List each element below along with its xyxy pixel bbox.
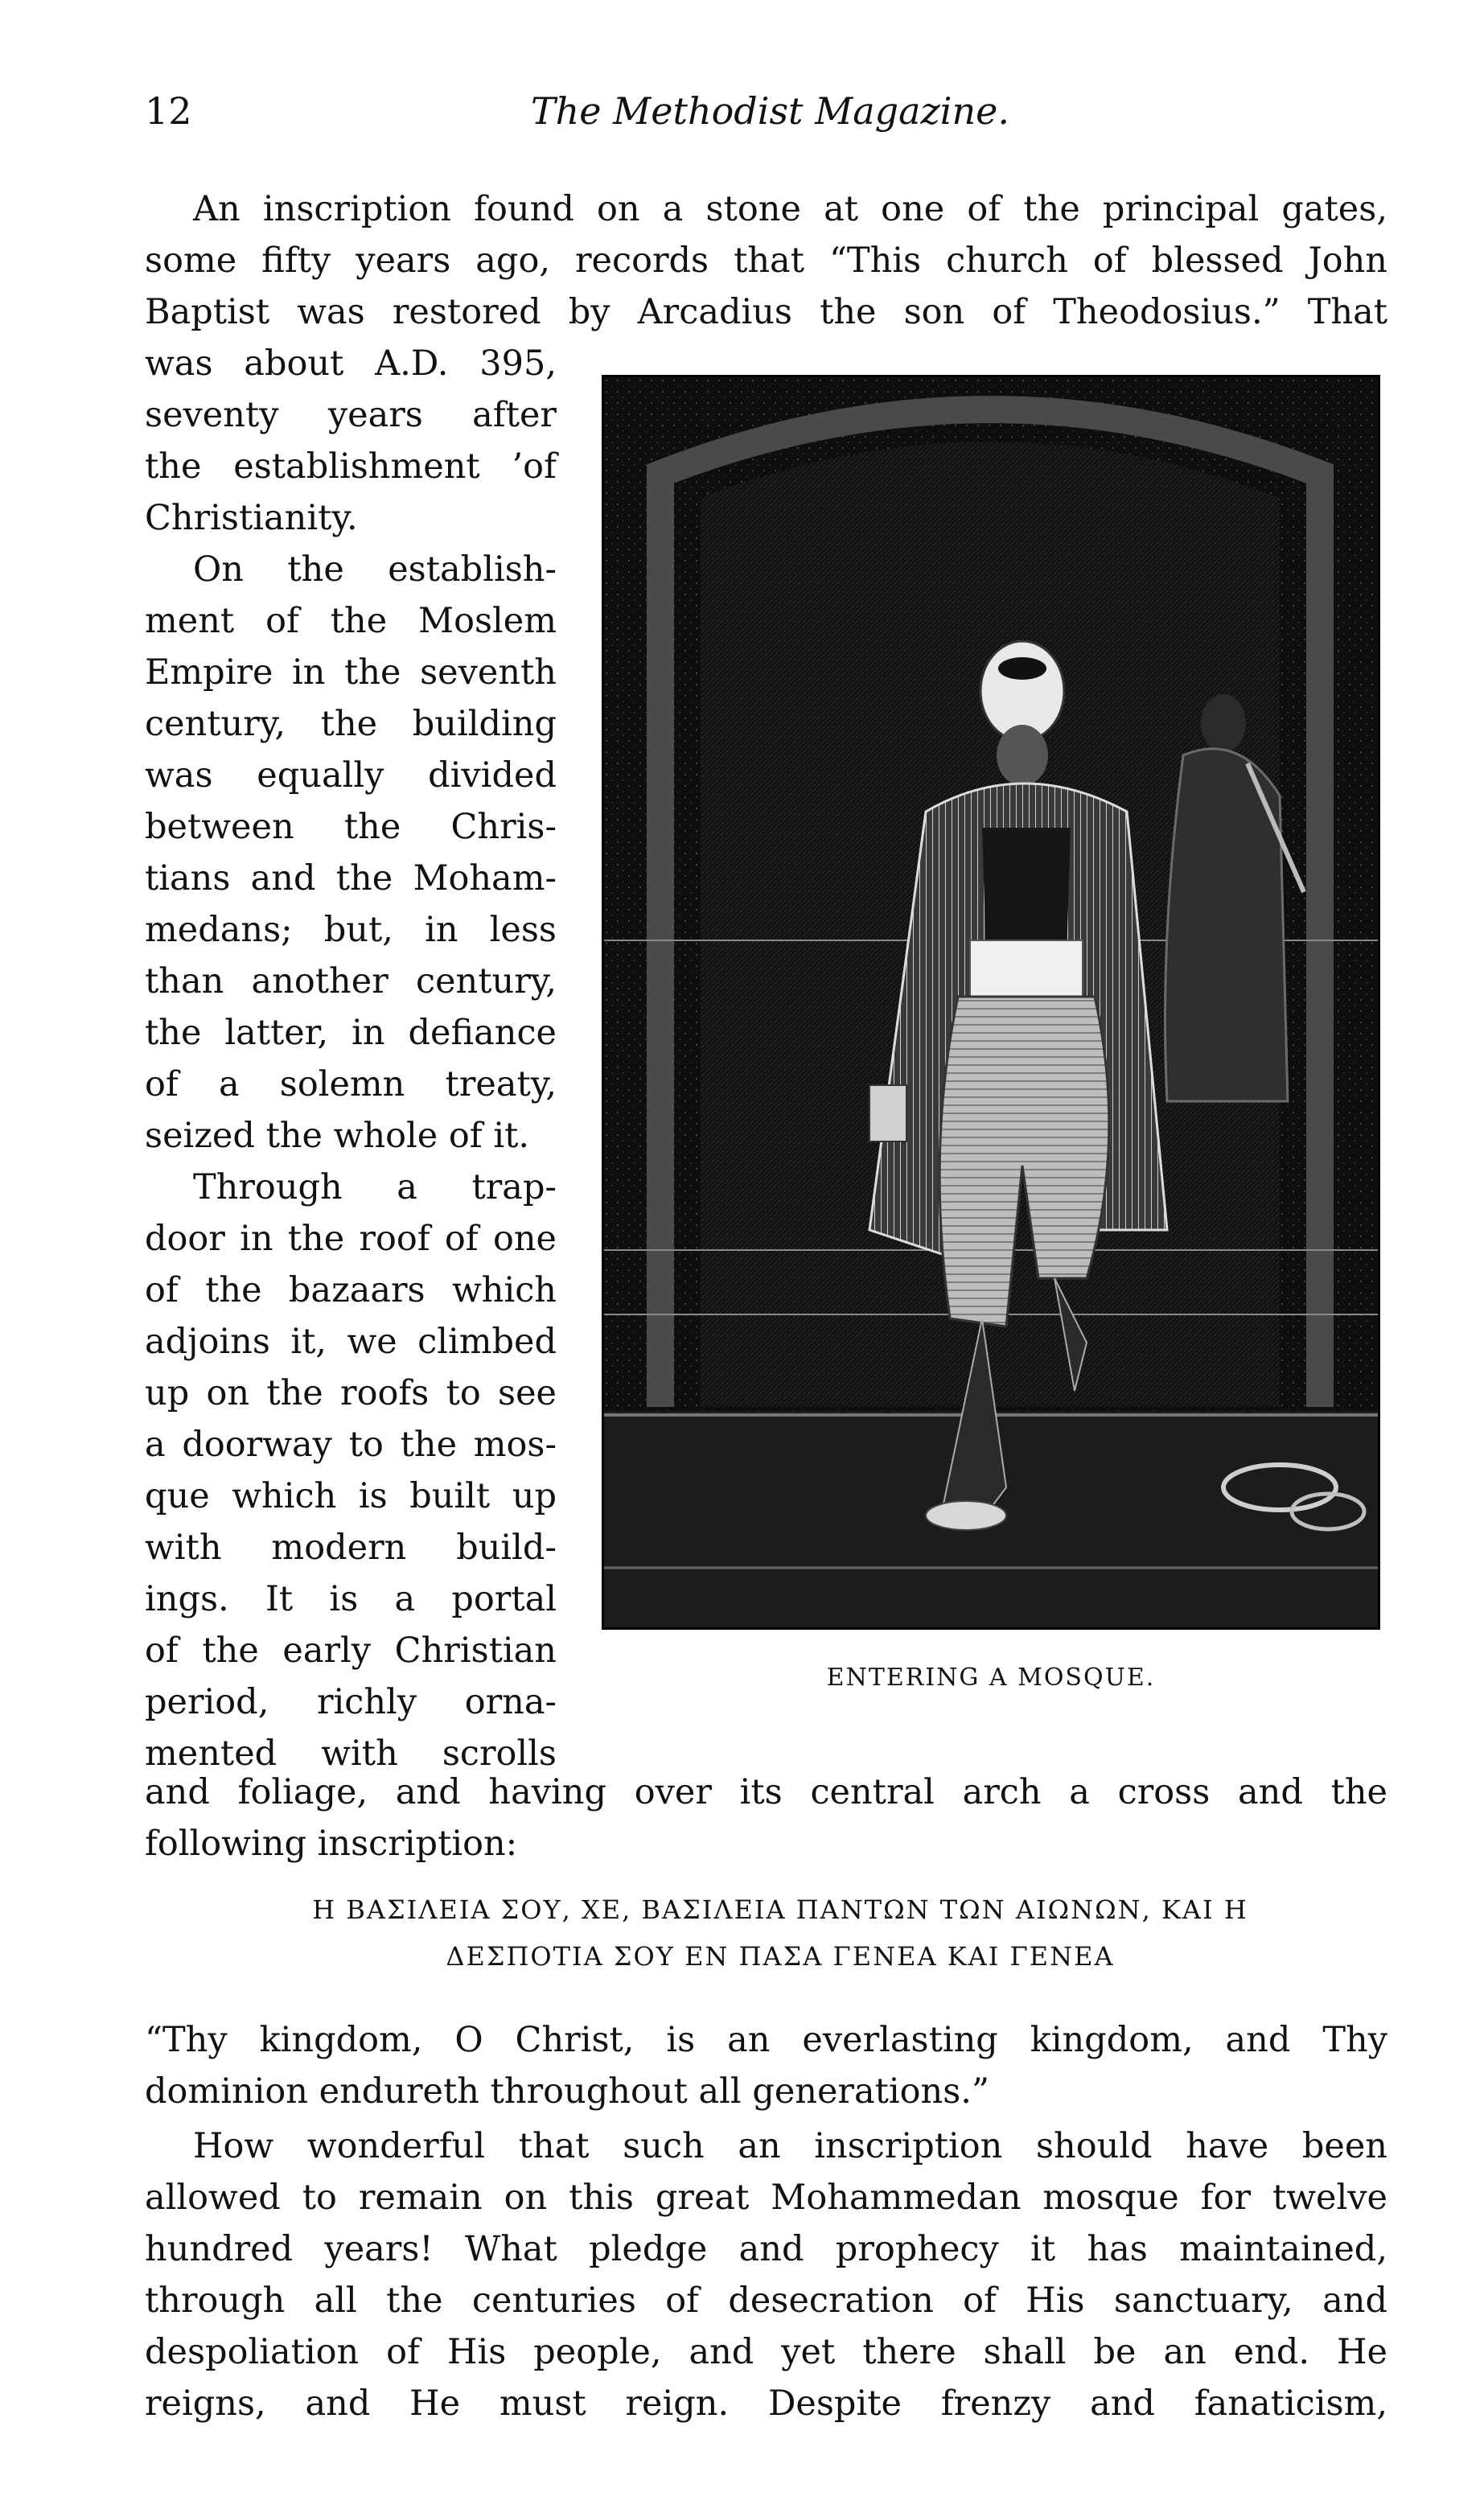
continuation-paragraph bbox=[145, 1767, 1387, 1869]
text-line: mented with scrolls bbox=[145, 1734, 557, 1774]
text-line: Christianity. bbox=[145, 498, 358, 538]
text-line: hundred years! What pledge and prophecy it has maintained, bbox=[145, 2229, 1387, 2269]
text-line: through all the centuries of desecration of His sanctuary, and bbox=[145, 2281, 1387, 2321]
text-line: door in the roof of one bbox=[145, 1219, 557, 1259]
text-line: up on the roofs to see bbox=[145, 1373, 557, 1413]
text-line: was about A.D. 395, bbox=[145, 343, 557, 384]
text-line: Baptist was restored by Arcadius the son of Theodosius.” That bbox=[145, 292, 1387, 332]
translation-paragraph bbox=[145, 2014, 1387, 2117]
text-line: que which is built up bbox=[145, 1476, 557, 1516]
text-line: a doorway to the mos- bbox=[145, 1425, 557, 1465]
text-line: between the Chris- bbox=[145, 807, 557, 847]
text-line: ment of the Moslem bbox=[145, 601, 557, 641]
text-line: On the establish- bbox=[193, 549, 557, 590]
text-line: seized the whole of it. bbox=[145, 1116, 530, 1156]
text-line: dominion endureth throughout all generations.” bbox=[145, 2071, 989, 2112]
text-line: How wonderful that such an inscription should have been bbox=[193, 2126, 1387, 2166]
text-line: An inscription found on a stone at one of the principal gates, bbox=[193, 189, 1387, 229]
text-line: than another century, bbox=[145, 961, 557, 1001]
intro-paragraph bbox=[145, 183, 1387, 338]
text-line: despoliation of His people, and yet there shall be an end. He bbox=[145, 2332, 1387, 2372]
text-line: adjoins it, we climbed bbox=[145, 1322, 557, 1362]
text-line: reigns, and He must reign. Despite frenzy and fanaticism, bbox=[145, 2383, 1387, 2424]
running-title: The Methodist Magazine. bbox=[531, 89, 1009, 133]
text-line: with modern build- bbox=[145, 1528, 557, 1568]
greek-inscription-line-2: ΔΕΣΠΟΤΙΑ ΣΟΥ ΕΝ ΠΑΣΑ ΓΕΝΕΑ ΚΑΙ ΓΕΝΕΑ bbox=[446, 1941, 1115, 1972]
text-line: of the bazaars which bbox=[145, 1270, 557, 1310]
figure-caption: ENTERING A MOSQUE. bbox=[826, 1664, 1156, 1692]
narrow-column-text bbox=[145, 338, 557, 1779]
text-line: “Thy kingdom, O Christ, is an everlasting kingdom, and Thy bbox=[145, 2020, 1387, 2060]
text-line: was equally divided bbox=[145, 755, 557, 796]
closing-paragraph bbox=[145, 2120, 1387, 2429]
text-line: some fifty years ago, records that “This church of blessed John bbox=[145, 241, 1387, 281]
greek-inscription-line-1: Η ΒΑΣΙΛΕΙΑ ΣΟΥ, ΧΕ, ΒΑΣΙΛΕΙΑ ΠΑΝΤΩΝ ΤΩΝ ΑΙΩΝΩΝ, ΚΑΙ Η bbox=[312, 1894, 1248, 1925]
text-line: and foliage, and having over its central arch a cross and the bbox=[145, 1772, 1387, 1812]
text-line: Empire in the seventh bbox=[145, 652, 557, 693]
text-line: the establishment ’of bbox=[145, 446, 557, 487]
text-line: century, the building bbox=[145, 704, 557, 744]
text-line: following inscription: bbox=[145, 1824, 518, 1864]
text-line: tians and the Moham- bbox=[145, 858, 557, 899]
page-number: 12 bbox=[145, 89, 192, 133]
engraving-illustration bbox=[602, 375, 1380, 1630]
text-line: Through a trap- bbox=[193, 1167, 557, 1207]
text-line: the latter, in defiance bbox=[145, 1013, 557, 1053]
text-line: period, richly orna- bbox=[145, 1682, 557, 1722]
text-line: ings. It is a portal bbox=[145, 1579, 557, 1619]
text-line: seventy years after bbox=[145, 395, 557, 435]
text-line: of a solemn treaty, bbox=[145, 1064, 557, 1104]
text-line: medans; but, in less bbox=[145, 910, 557, 950]
text-line: allowed to remain on this great Mohammedan mosque for twelve bbox=[145, 2178, 1387, 2218]
text-line: of the early Christian bbox=[145, 1631, 557, 1671]
